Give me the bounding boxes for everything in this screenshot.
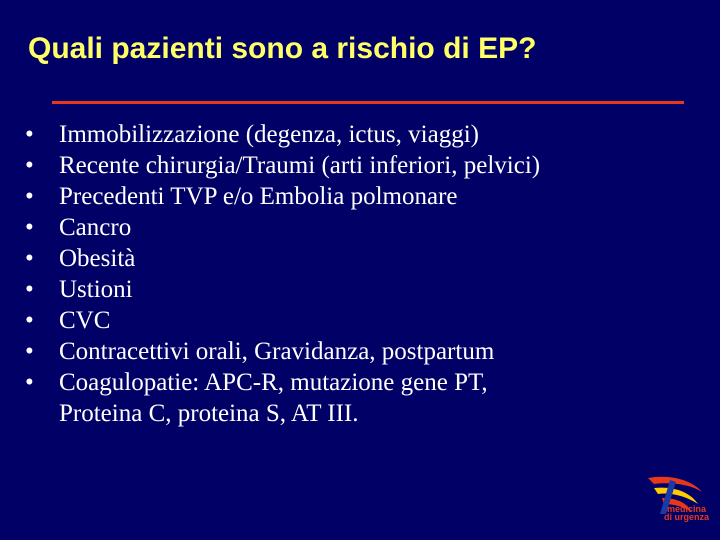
- list-item-text: Cancro: [59, 214, 132, 241]
- bullet-icon: •: [25, 276, 34, 303]
- bullet-icon: •: [25, 369, 34, 396]
- title-divider: [52, 101, 684, 104]
- list-item: [25, 305, 540, 336]
- list-item: [25, 274, 540, 305]
- list-item: [25, 243, 540, 274]
- list-item-text: Contracettivi orali, Gravidanza, postpartum: [59, 338, 495, 365]
- list-item-text: CVC: [59, 307, 111, 334]
- list-item-text: Immobilizzazione (degenza, ictus, viaggi): [59, 121, 479, 148]
- list-item-text: Precedenti TVP e/o Embolia polmonare: [59, 183, 458, 210]
- list-item-text: Proteina C, proteina S, AT III.: [59, 400, 359, 427]
- list-item: [25, 119, 540, 150]
- logo-text-line1: medicina: [667, 504, 707, 514]
- list-item-continuation: [25, 398, 540, 429]
- list-item-text: Obesità: [59, 245, 136, 272]
- bullet-icon: •: [25, 307, 34, 334]
- bullet-icon: •: [25, 214, 34, 241]
- bullet-icon: •: [25, 338, 34, 365]
- list-item: [25, 212, 540, 243]
- list-item: [25, 150, 540, 181]
- logo-text: [664, 505, 709, 521]
- list-item: [25, 367, 540, 398]
- list-item: [25, 336, 540, 367]
- bullet-icon: •: [25, 183, 34, 210]
- bullet-icon: •: [25, 152, 34, 179]
- bullet-icon: •: [25, 245, 34, 272]
- list-item-text: Ustioni: [59, 276, 133, 303]
- list-item-text: Coagulopatie: APC-R, mutazione gene PT,: [59, 369, 488, 396]
- slide-title: Quali pazienti sono a rischio di EP?: [28, 32, 537, 65]
- logo-text-line2: di urgenza: [664, 512, 710, 522]
- list-item: [25, 181, 540, 212]
- bullet-icon: •: [25, 121, 34, 148]
- list-item-text: Recente chirurgia/Traumi (arti inferiori, pelvici): [59, 152, 541, 179]
- bullet-list: [25, 119, 540, 429]
